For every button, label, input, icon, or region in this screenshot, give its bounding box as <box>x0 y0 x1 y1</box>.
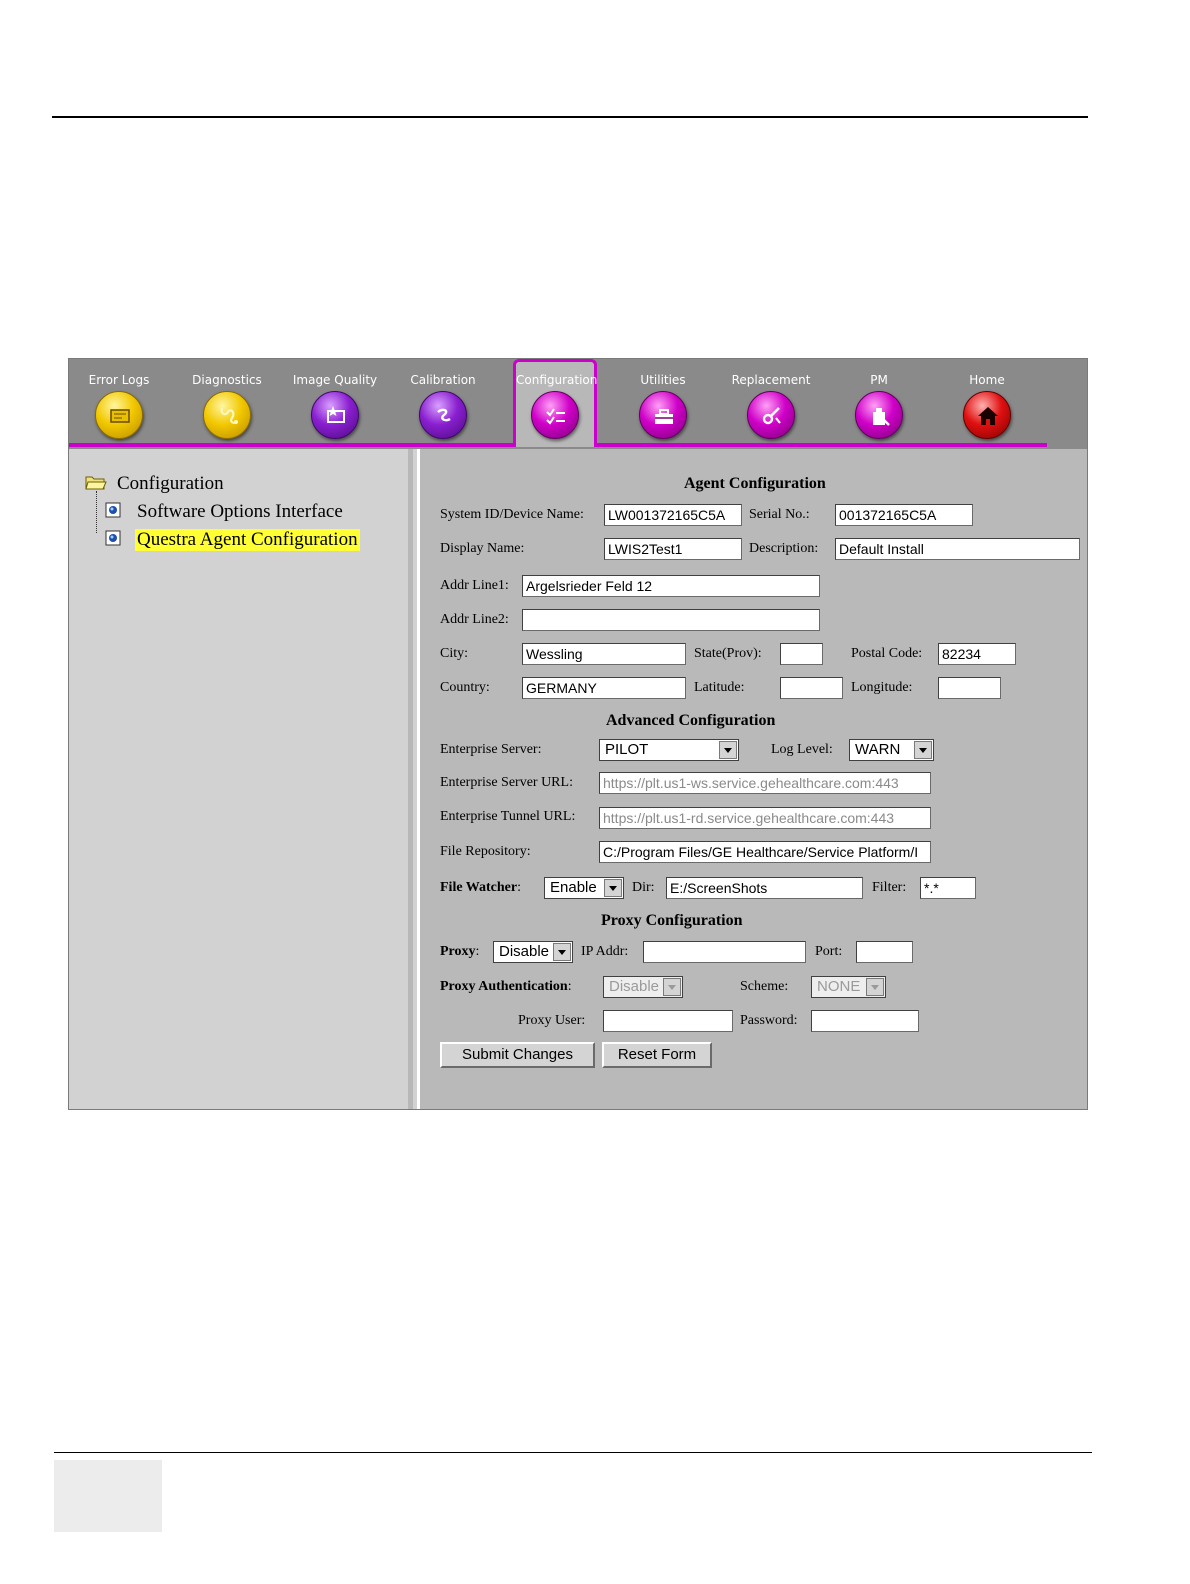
enterprise-url-label: Enterprise Server URL: <box>440 775 573 790</box>
latitude-label: Latitude: <box>694 680 745 695</box>
dir-label: Dir: <box>632 880 655 895</box>
service-app-window <box>68 358 1088 1110</box>
proxy-auth-value: Disable <box>609 978 660 995</box>
agent-config-form <box>417 449 1087 1109</box>
toolbox-icon <box>639 391 687 439</box>
tab-replacement-label: Replacement <box>731 373 811 387</box>
addr2-label: Addr Line2: <box>440 612 509 627</box>
tree-item-label: Software Options Interface <box>137 501 343 522</box>
chevron-down-icon <box>553 943 571 961</box>
file-watcher-select[interactable] <box>544 877 624 899</box>
home-icon <box>963 391 1011 439</box>
navigation-tree <box>69 449 413 1109</box>
tab-home[interactable] <box>937 359 1037 443</box>
port-field[interactable] <box>856 941 913 963</box>
description-label: Description: <box>749 541 819 556</box>
log-level-select[interactable] <box>849 739 934 761</box>
display-name-field[interactable]: LWIS2Test1 <box>604 538 742 560</box>
file-repo-label: File Repository: <box>440 844 531 859</box>
page-header-rule <box>52 116 1088 118</box>
scheme-value: NONE <box>817 978 861 995</box>
tunnel-url-field[interactable]: https://plt.us1-rd.service.gehealthcare.com:443 <box>599 807 931 829</box>
enterprise-server-value: PILOT <box>605 741 649 758</box>
enterprise-url-field[interactable]: https://plt.us1-ws.service.gehealthcare.com:443 <box>599 772 931 794</box>
tab-image-quality-label: Image Quality <box>292 373 378 387</box>
scheme-label: Scheme: <box>740 979 789 994</box>
tree-item-label-selected: Questra Agent Configuration <box>137 529 358 550</box>
tab-replacement[interactable] <box>721 359 821 443</box>
postal-field[interactable]: 82234 <box>938 643 1016 665</box>
enterprise-server-select[interactable] <box>599 739 739 761</box>
password-label: Password: <box>740 1013 798 1028</box>
tree-root-configuration[interactable] <box>85 473 224 495</box>
submit-changes-button[interactable]: Submit Changes <box>440 1042 595 1068</box>
chevron-down-icon <box>663 978 681 996</box>
tab-diagnostics-label: Diagnostics <box>192 373 262 387</box>
log-level-label: Log Level: <box>771 742 833 757</box>
proxy-user-label: Proxy User: <box>518 1013 586 1028</box>
tab-configuration[interactable] <box>513 359 597 447</box>
enterprise-server-label: Enterprise Server: <box>440 742 542 757</box>
tree-connector <box>96 491 97 533</box>
tab-utilities[interactable] <box>613 359 713 443</box>
reset-form-button[interactable]: Reset Form <box>602 1042 712 1068</box>
log-icon <box>95 391 143 439</box>
tab-home-label: Home <box>969 373 1005 387</box>
proxy-auth-label <box>440 979 572 995</box>
tab-calibration-label: Calibration <box>410 373 476 387</box>
serial-label: Serial No.: <box>749 507 810 522</box>
filter-label: Filter: <box>872 880 907 895</box>
port-label: Port: <box>815 944 843 959</box>
proxy-auth-label-text: Proxy Authentication <box>440 979 568 994</box>
proxy-select[interactable] <box>493 941 573 963</box>
ip-label: IP Addr: <box>581 944 629 959</box>
addr1-label: Addr Line1: <box>440 578 509 593</box>
tab-error-logs-label: Error Logs <box>88 373 150 387</box>
proxy-value: Disable <box>499 943 550 960</box>
maintenance-icon <box>855 391 903 439</box>
scheme-select[interactable] <box>811 976 886 998</box>
calibration-icon <box>419 391 467 439</box>
file-watcher-label <box>440 880 521 896</box>
file-repo-field[interactable]: C:/Program Files/GE Healthcare/Service Platform/I <box>599 841 931 863</box>
city-label: City: <box>440 646 469 661</box>
tab-pm-label: PM <box>870 373 888 387</box>
serial-field[interactable]: 001372165C5A <box>835 504 973 526</box>
agent-config-title: Agent Configuration <box>684 475 826 492</box>
tab-pm[interactable] <box>829 359 929 443</box>
country-field[interactable]: GERMANY <box>522 677 686 699</box>
page-footer-rule <box>54 1452 1092 1453</box>
tab-calibration[interactable] <box>393 359 493 443</box>
proxy-auth-colon: : <box>567 979 572 994</box>
postal-label: Postal Code: <box>851 646 923 661</box>
proxy-label <box>440 944 479 960</box>
proxy-auth-select[interactable] <box>603 976 683 998</box>
dir-field[interactable]: E:/ScreenShots <box>666 877 863 899</box>
longitude-label: Longitude: <box>851 680 913 695</box>
tab-utilities-label: Utilities <box>640 373 686 387</box>
country-label: Country: <box>440 680 490 695</box>
proxy-user-field[interactable] <box>603 1010 733 1032</box>
latitude-field[interactable] <box>780 677 843 699</box>
page-icon <box>105 530 121 551</box>
tab-image-quality[interactable] <box>285 359 385 443</box>
chevron-down-icon <box>914 741 932 759</box>
chevron-down-icon <box>604 879 622 897</box>
footer-placeholder <box>54 1460 162 1532</box>
filter-field[interactable]: *.* <box>920 877 976 899</box>
chevron-down-icon <box>866 978 884 996</box>
advanced-config-title: Advanced Configuration <box>606 712 776 729</box>
display-name-label: Display Name: <box>440 541 525 556</box>
system-id-label: System ID/Device Name: <box>440 507 584 522</box>
file-watcher-colon: : <box>517 880 521 895</box>
chevron-down-icon <box>719 741 737 759</box>
proxy-colon: : <box>475 944 480 959</box>
tree-root-label: Configuration <box>117 473 224 494</box>
tab-configuration-label: Configuration <box>516 373 598 387</box>
stethoscope-icon <box>203 391 251 439</box>
wrench-icon <box>747 391 795 439</box>
file-watcher-label-text: File Watcher <box>440 880 518 895</box>
file-watcher-value: Enable <box>550 879 597 896</box>
password-field[interactable] <box>811 1010 919 1032</box>
description-field[interactable]: Default Install <box>835 538 1080 560</box>
tunnel-url-label: Enterprise Tunnel URL: <box>440 809 576 824</box>
log-level-value: WARN <box>855 741 901 758</box>
tab-diagnostics[interactable] <box>177 359 277 443</box>
proxy-label-text: Proxy <box>440 944 476 959</box>
longitude-field[interactable] <box>938 677 1001 699</box>
page-icon <box>105 502 121 523</box>
ip-field[interactable] <box>643 941 806 963</box>
addr2-field[interactable] <box>522 609 820 631</box>
tree-item-software-options[interactable] <box>105 501 345 523</box>
addr1-field[interactable]: Argelsrieder Feld 12 <box>522 575 820 597</box>
city-field[interactable]: Wessling <box>522 643 686 665</box>
tree-item-questra-agent[interactable] <box>105 529 360 551</box>
system-id-field[interactable]: LW001372165C5A <box>604 504 742 526</box>
proxy-config-title: Proxy Configuration <box>601 912 743 929</box>
state-field[interactable] <box>780 643 823 665</box>
checklist-icon <box>531 391 579 439</box>
state-label: State(Prov): <box>694 646 762 661</box>
tab-error-logs[interactable] <box>69 359 169 443</box>
main-toolbar <box>69 359 1087 449</box>
image-icon <box>311 391 359 439</box>
